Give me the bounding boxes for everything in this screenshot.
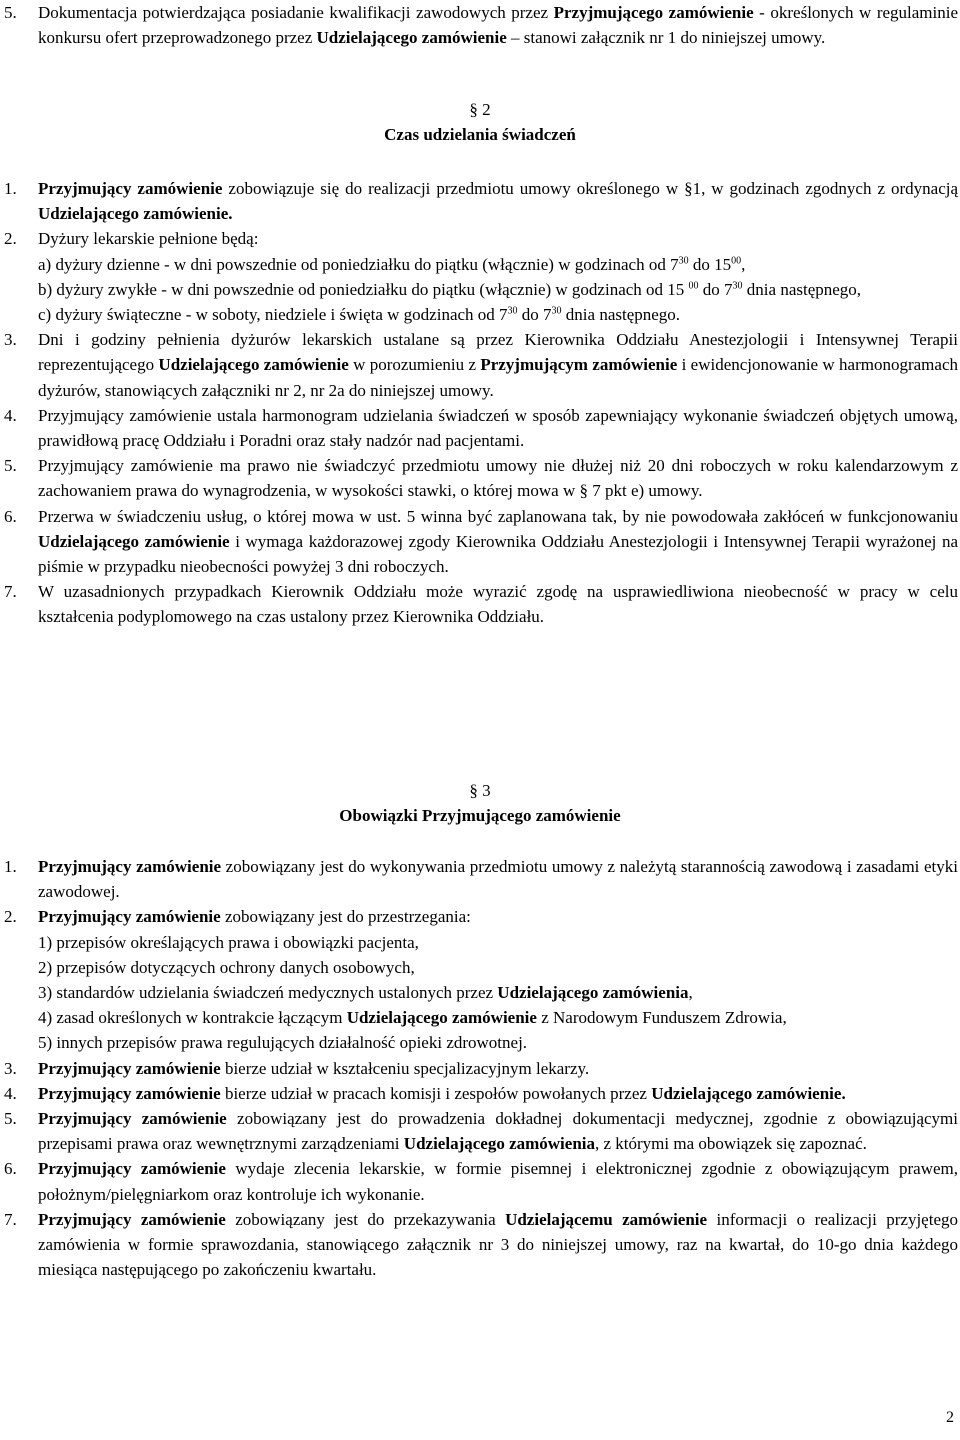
sec3-item-2-1: 1) przepisów określających prawa i obowiązki pacjenta,	[38, 932, 419, 952]
sec3-item-2-4: 4) zasad określonych w kontrakcie łączącym Udzielającego zamówienie z Narodowym Funduszem Zdrowia,	[38, 1008, 787, 1028]
sec3-item-3: 3. Przyjmujący zamówienie bierze udział w kształceniu specjalizacyjnym lekarzy.	[4, 1058, 590, 1078]
sec3-item-2-5: 5) innych przepisów prawa regulujących działalność opieki zdrowotnej.	[38, 1033, 528, 1053]
section-3-heading	[0, 778, 960, 828]
section-3-body	[0, 854, 960, 1282]
sec2-item-7: 7. W uzasadnionych przypadkach Kierownik Oddziału może wyrazić zgodę na usprawiedliwiona nieobecność w pracy w celu kształcenia podyplomowego na czas ustalony przez Kierownika Oddziału.	[4, 582, 958, 627]
sec3-item-2: 2. Przyjmujący zamówienie zobowiązany jest do przestrzegania:	[4, 907, 471, 927]
item-number: 5.	[4, 3, 17, 22]
section-title: Obowiązki Przyjmującego zamówienie	[339, 806, 621, 826]
sec3-item-5: 5. Przyjmujący zamówienie zobowiązany jest do prowadzenia dokładnej dokumentacji medycznej, zgodnie z obowiązującymi przepisami prawa oraz wewnętrznymi zarządzeniami Udzielającego zamówienia, z którymi ma obowiązek się zapoznać.	[4, 1109, 958, 1154]
section-2-body	[0, 176, 960, 630]
sec1-item-5: 5. Dokumentacja potwierdzająca posiadanie kwalifikacji zawodowych przez Przyjmującego zamówienie - określonych w regulaminie konkursu ofert przeprowadzonego przez Udzielającego zamówienie – stanowi załącznik nr 1 do niniejszej umowy.	[0, 0, 960, 50]
sec3-item-4: 4. Przyjmujący zamówienie bierze udział w pracach komisji i zespołów powołanych przez Udzielającego zamówienie.	[4, 1083, 846, 1103]
sec2-item-5: 5. Przyjmujący zamówienie ma prawo nie świadczyć przedmiotu umowy nie dłużej niż 20 dni roboczych w roku kalendarzowym z zachowaniem prawa do wynagrodzenia, w wysokości stawki, o której mowa w § 7 pkt e) umowy.	[4, 456, 958, 501]
sec2-item-3: 3. Dni i godziny pełnienia dyżurów lekarskich ustalane są przez Kierownika Oddziału Anestezjologii i Intensywnej Terapii reprezentującego Udzielającego zamówienie w porozumieniu z Przyjmującym zamówienie i ewidencjonowanie w harmonogramach dyżurów, stanowiących załączniki nr 2, nr 2a do niniejszej umowy.	[4, 330, 958, 400]
sec2-item-4: 4. Przyjmujący zamówienie ustala harmonogram udzielania świadczeń w sposób zapewniający wykonanie świadczeń objętych umową, prawidłową pracę Oddziału i Poradni oraz stały nadzór nad pacjentami.	[4, 405, 958, 451]
section-symbol: § 2	[469, 100, 491, 119]
sec2-item-6: 6. Przerwa w świadczeniu usług, o której mowa w ust. 5 winna być zaplanowana tak, by nie powodowała zakłóceń w funkcjonowaniu Udzielającego zamówienie i wymaga każdorazowej zgody Kierownika Oddziału Anestezjologii i Intensywnej Terapii wyrażonej na piśmie w przypadku nieobecności powyżej 3 dni roboczych.	[4, 506, 958, 577]
sec2-item-2b: b) dyżury zwykłe - w dni powszednie od poniedziałku do piątku (włącznie) w godzinach od 15 $^{00}$ do $7^{30}$ dnia następnego,	[38, 279, 862, 299]
sec3-item-1: 1. Przyjmujący zamówienie zobowiązany jest do wykonywania przedmiotu umowy z należytą starannością zawodową i zasadami etyki zawodowej.	[4, 857, 959, 902]
page-number: 2	[946, 1409, 954, 1426]
sec3-item-7: 7. Przyjmujący zamówienie zobowiązany jest do przekazywania Udzielającemu zamówienie informacji o realizacji przyjętego zamówienia w formie sprawozdania, stanowiącego załącznik nr 3 do niniejszej umowy, raz na kwartał, do 10-go dnia każdego miesiąca następującego po zakończeniu kwartału.	[4, 1209, 958, 1280]
sec2-item-1: 1. Przyjmujący zamówienie zobowiązuje się do realizacji przedmiotu umowy określonego w §1, w godzinach zgodnych z ordynacją Udzielającego zamówienie.	[4, 179, 959, 224]
section-symbol: § 3	[469, 781, 491, 800]
section-2-heading	[0, 97, 960, 147]
sec2-item-2a: a) dyżury dzienne - w dni powszednie od poniedziałku do piątku (włącznie) w godzinach od $7^{30}$ do $15^{00}$,	[38, 254, 746, 274]
sec3-item-2-3: 3) standardów udzielania świadczeń medycznych ustalonych przez Udzielającego zamówienia,	[38, 983, 693, 1003]
sec2-item-2: 2. Dyżury lekarskie pełnione będą:	[4, 229, 259, 249]
section-title: Czas udzielania świadczeń	[384, 125, 576, 145]
sec3-item-6: 6. Przyjmujący zamówienie wydaje zlecenia lekarskie, w formie pisemnej i elektronicznej zgodnie z obowiązującym prawem, położnym/pielęgniarkom oraz kontroluje ich wykonanie.	[4, 1159, 958, 1204]
sec2-item-2c: c) dyżury świąteczne - w soboty, niedziele i święta w godzinach od $7^{30}$ do $7^{30}$ dnia następnego.	[38, 305, 681, 325]
sec3-item-2-2: 2) przepisów dotyczących ochrony danych osobowych,	[38, 957, 415, 977]
